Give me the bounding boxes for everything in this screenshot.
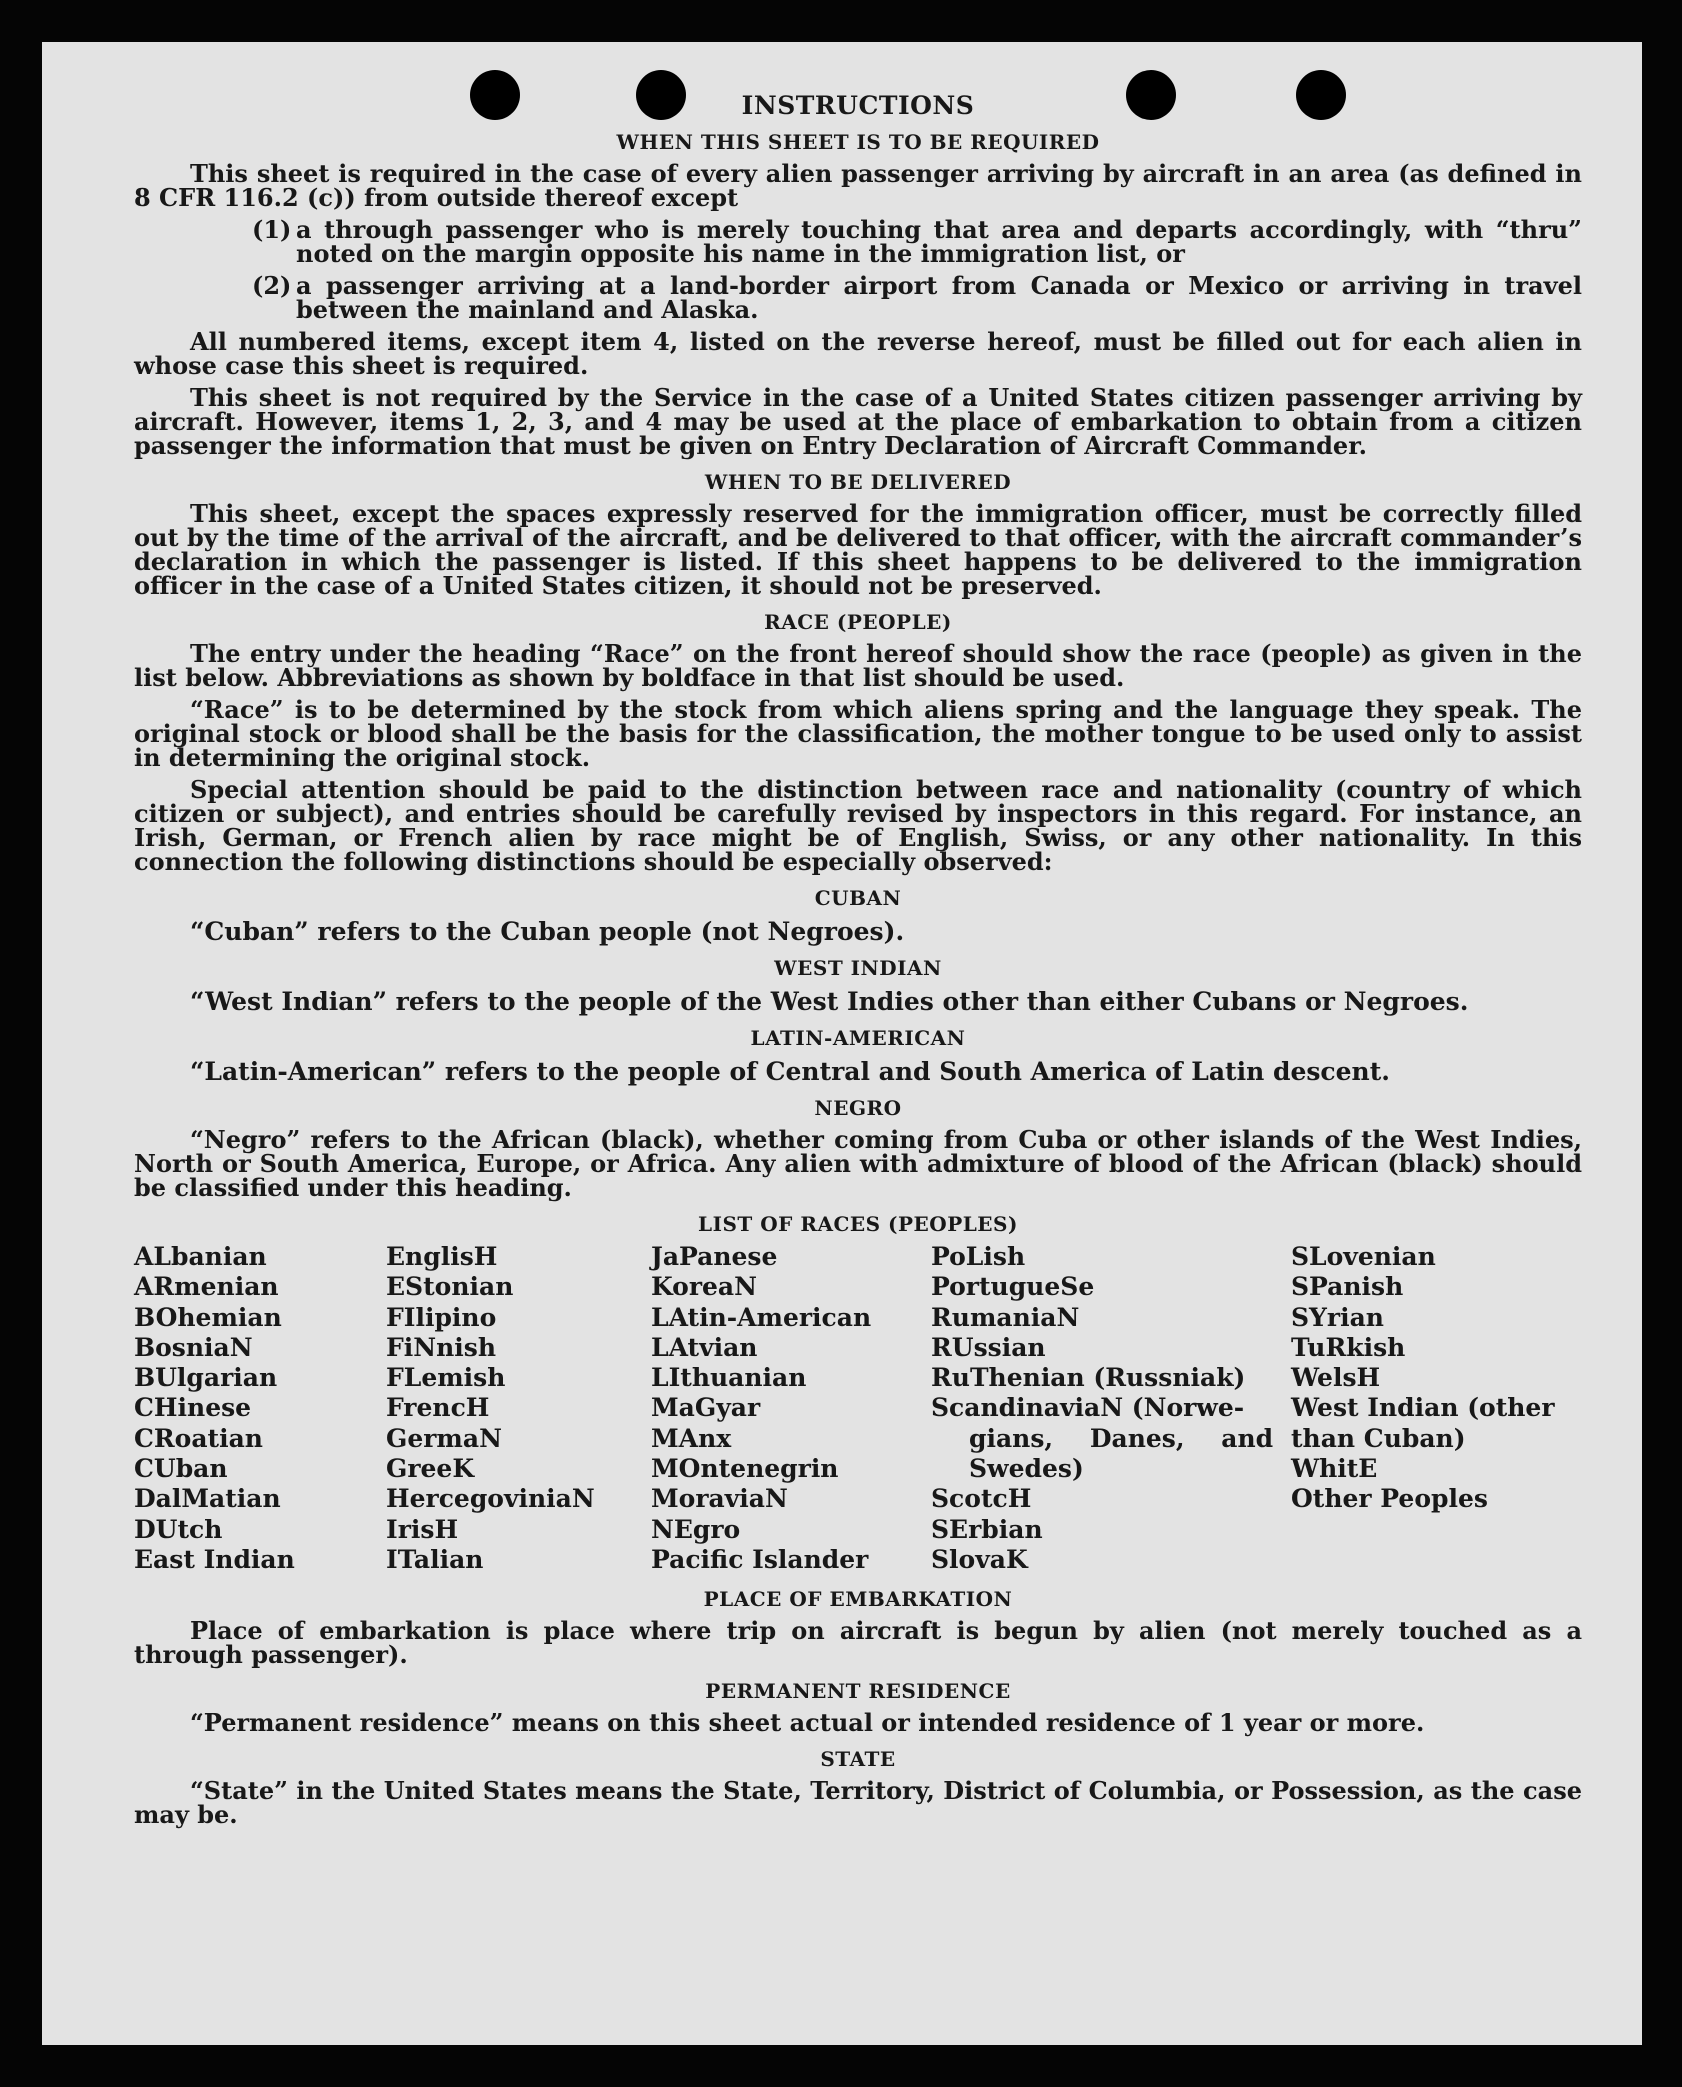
race-entry: BOhemian bbox=[134, 1302, 282, 1332]
race-entry: gians, Danes, and bbox=[969, 1423, 1274, 1453]
race-entry: LAtin-American bbox=[651, 1302, 872, 1332]
races-column-1 bbox=[134, 1242, 386, 1575]
race-entry: FiNnish bbox=[386, 1332, 497, 1362]
section-heading-list-of-races: LIST OF RACES (PEOPLES) bbox=[698, 1212, 1018, 1236]
race-entry: MaGyar bbox=[651, 1393, 761, 1423]
section-heading-when-delivered: WHEN TO BE DELIVERED bbox=[704, 470, 1012, 494]
exception-number: (2) bbox=[252, 271, 292, 300]
races-column-2 bbox=[386, 1242, 651, 1575]
race-paragraph-3: Special attention should be paid to the distinction between race and nationality (country of which citizen or subject), and entries should be carefully revised by inspectors in this regard. For instance, an Irish, German, or French alien by race might be of English, Swiss, or any other nationality. In this connection the following distinctions should be especially observed: bbox=[134, 775, 1582, 876]
race-entry: HercegoviniaN bbox=[386, 1484, 595, 1514]
race-entry: RUssian bbox=[931, 1332, 1046, 1362]
race-entry: ScandinaviaN (Norwe- bbox=[931, 1393, 1245, 1423]
page-title: INSTRUCTIONS bbox=[741, 91, 975, 120]
race-entry: KoreaN bbox=[651, 1272, 757, 1302]
section-heading-negro: NEGRO bbox=[814, 1096, 902, 1120]
when-delivered-text: This sheet, except the spaces expressly reserved for the immigration officer, must be correctly filled out by the time of the arrival of the aircraft, and be delivered to that officer, with the aircraft commander’s declaration in which the passenger is listed. If this sheet happens to be delivered to the immigration officer in the case of a United States citizen, it should not be preserved. bbox=[134, 499, 1582, 600]
race-entry: PortugueSe bbox=[931, 1272, 1095, 1302]
latin-american-definition: “Latin-American” refers to the people of Central and South America of Latin descent. bbox=[190, 1057, 1390, 1086]
race-entry: ARmenian bbox=[134, 1272, 279, 1302]
negro-definition: “Negro” refers to the African (black), whether coming from Cuba or other islands of the West Indies, North or South America, Europe, or Africa. Any alien with admixture of blood of the African (black) should be classified under this heading. bbox=[134, 1125, 1582, 1202]
section-heading-race: RACE (PEOPLE) bbox=[764, 610, 952, 634]
race-entry: than Cuban) bbox=[1291, 1423, 1466, 1453]
race-entry: PoLish bbox=[931, 1242, 1026, 1271]
races-column-5 bbox=[1291, 1242, 1582, 1575]
race-entry: BosniaN bbox=[134, 1332, 253, 1362]
race-entry: BUlgarian bbox=[134, 1363, 278, 1393]
section-heading-cuban: CUBAN bbox=[814, 886, 902, 910]
when-required-intro: This sheet is required in the case of every alien passenger arriving by aircraft in an area (as defined in 8 CFR 116.2 (c)) from outside thereof except bbox=[134, 159, 1582, 212]
state-text: “State” in the United States means the State, Territory, District of Columbia, or Possession, as the case may be. bbox=[134, 1776, 1582, 1830]
race-entry: FIlipino bbox=[386, 1302, 497, 1332]
race-entry: MoraviaN bbox=[651, 1484, 788, 1514]
race-entry: ScotcH bbox=[931, 1484, 1032, 1514]
exception-text: a through passenger who is merely touching that area and departs accordingly, with “thru” noted on the margin opposite his name in the immigration list, or bbox=[296, 215, 1582, 268]
race-entry: LIthuanian bbox=[651, 1363, 807, 1393]
exception-item-2 bbox=[134, 271, 1582, 324]
race-entry: ALbanian bbox=[134, 1242, 267, 1271]
numbered-items-paragraph: All numbered items, except item 4, listed on the reverse hereof, must be filled out for each alien in whose case this sheet is required. bbox=[134, 327, 1582, 380]
race-entry: EStonian bbox=[386, 1272, 514, 1302]
citizen-paragraph: This sheet is not required by the Service in the case of a United States citizen passenger arriving by aircraft. However, items 1, 2, 3, and 4 may be used at the place of embarkation to obtain from a citizen passenger the information that must be given on Entry Declaration of Aircraft Commander. bbox=[134, 383, 1582, 460]
race-entry: GermaN bbox=[386, 1423, 502, 1453]
section-heading-residence: PERMANENT RESIDENCE bbox=[705, 1679, 1011, 1704]
race-paragraph-2: “Race” is to be determined by the stock from which aliens spring and the language they speak. The original stock or blood shall be the basis for the classification, the mother tongue to be used only to assist in determining the original stock. bbox=[134, 695, 1582, 772]
exception-number: (1) bbox=[252, 215, 292, 244]
race-entry: Swedes) bbox=[969, 1454, 1084, 1484]
race-entry: CRoatian bbox=[134, 1423, 263, 1453]
race-entry: West Indian (other bbox=[1291, 1393, 1555, 1423]
race-entry: SlovaK bbox=[931, 1544, 1028, 1574]
race-entry: WhitE bbox=[1291, 1454, 1378, 1484]
race-entry: Other Peoples bbox=[1291, 1484, 1488, 1514]
exception-text: a passenger arriving at a land-border airport from Canada or Mexico or arriving in travel between the mainland and Alaska. bbox=[296, 271, 1582, 324]
section-heading-state: STATE bbox=[820, 1747, 896, 1772]
race-entry: WelsH bbox=[1291, 1363, 1381, 1393]
race-entry: FLemish bbox=[386, 1363, 506, 1393]
race-entry: EnglisH bbox=[386, 1242, 498, 1271]
race-paragraph-1: The entry under the heading “Race” on the front hereof should show the race (people) as given in the list below. Abbreviations as shown by boldface in that list should be used. bbox=[134, 639, 1582, 692]
race-entry: JaPanese bbox=[651, 1242, 778, 1271]
race-entry: Pacific Islander bbox=[651, 1544, 869, 1574]
embarkation-text: Place of embarkation is place where trip on aircraft is begun by alien (not merely touched as a through passenger). bbox=[134, 1616, 1582, 1670]
race-entry: SPanish bbox=[1291, 1272, 1404, 1302]
race-entry: CHinese bbox=[134, 1393, 252, 1423]
residence-text: “Permanent residence” means on this sheet actual or intended residence of 1 year or more. bbox=[190, 1708, 1425, 1738]
exception-item-1 bbox=[134, 215, 1582, 268]
west-indian-definition: “West Indian” refers to the people of the West Indies other than either Cubans or Negroes. bbox=[190, 987, 1469, 1016]
race-entry: IrisH bbox=[386, 1514, 459, 1544]
document-page bbox=[42, 42, 1642, 2045]
instructions-content bbox=[134, 91, 1582, 1830]
races-list bbox=[134, 1242, 1582, 1575]
race-entry: DalMatian bbox=[134, 1484, 281, 1514]
race-entry: GreeK bbox=[386, 1454, 475, 1484]
race-entry: RumaniaN bbox=[931, 1302, 1080, 1332]
race-entry: DUtch bbox=[134, 1514, 223, 1544]
section-heading-west-indian: WEST INDIAN bbox=[774, 956, 942, 980]
race-entry: ITalian bbox=[386, 1544, 484, 1574]
section-heading-embarkation: PLACE OF EMBARKATION bbox=[703, 1587, 1013, 1612]
races-column-4 bbox=[931, 1242, 1291, 1575]
race-entry: MOntenegrin bbox=[651, 1454, 839, 1484]
race-entry: FrencH bbox=[386, 1393, 490, 1423]
race-entry: SLovenian bbox=[1291, 1242, 1436, 1271]
section-heading-latin-american: LATIN-AMERICAN bbox=[750, 1026, 966, 1050]
race-entry: SYrian bbox=[1291, 1302, 1384, 1332]
races-column-3 bbox=[651, 1242, 931, 1575]
race-entry: NEgro bbox=[651, 1514, 741, 1544]
race-entry: TuRkish bbox=[1291, 1332, 1406, 1362]
race-entry: East Indian bbox=[134, 1544, 295, 1574]
race-entry: SErbian bbox=[931, 1514, 1043, 1544]
race-entry: MAnx bbox=[651, 1423, 732, 1453]
race-entry: LAtvian bbox=[651, 1332, 758, 1362]
cuban-definition: “Cuban” refers to the Cuban people (not Negroes). bbox=[190, 917, 905, 946]
race-entry: RuThenian (Russniak) bbox=[931, 1363, 1246, 1393]
section-heading-when-required: WHEN THIS SHEET IS TO BE REQUIRED bbox=[616, 130, 1100, 154]
race-entry: CUban bbox=[134, 1454, 228, 1484]
